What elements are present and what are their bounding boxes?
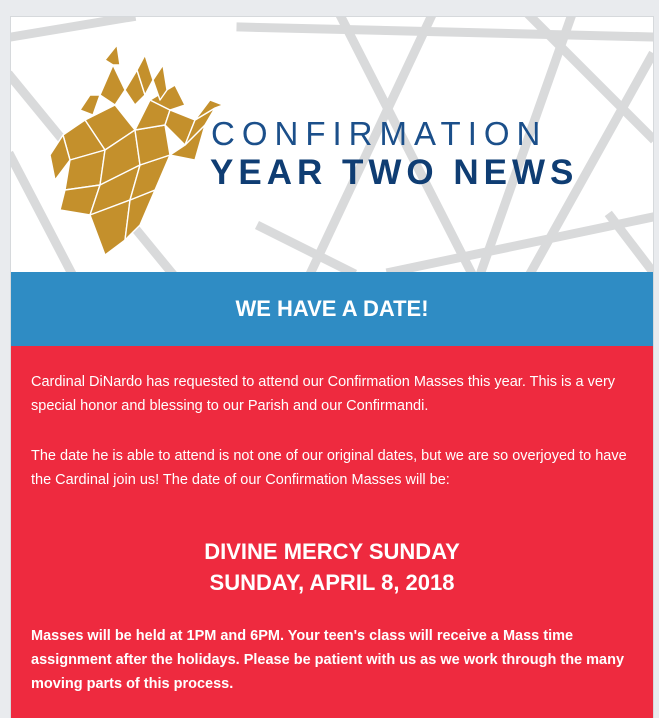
event-date: SUNDAY, APRIL 8, 2018 <box>209 570 455 595</box>
paragraph-date-change: The date he is able to attend is not one of our original dates, but we are so overjoyed to have the Cardinal join us! The date of our Confirmation Masses will be: <box>31 448 627 488</box>
newsletter-card <box>11 17 653 718</box>
event-name: DIVINE MERCY SUNDAY <box>204 539 460 564</box>
date-banner <box>11 272 653 346</box>
dove-flame-icon <box>45 40 225 265</box>
banner-heading: WE HAVE A DATE! <box>235 296 429 321</box>
newsletter-title-line2: YEAR TWO NEWS <box>210 153 579 192</box>
header-hero <box>11 17 653 272</box>
announcement-body <box>11 346 653 718</box>
paragraph-cardinal-request: Cardinal DiNardo has requested to attend our Confirmation Masses this year. This is a very special honor and blessing to our Parish and our Confirmandi. <box>31 374 616 414</box>
paragraph-mass-times: Masses will be held at 1PM and 6PM. Your teen's class will receive a Mass time assignment after the holidays. Please be patient with us as we work through the many moving parts of this process. <box>31 628 625 692</box>
newsletter-title-line1: CONFIRMATION <box>211 115 548 152</box>
